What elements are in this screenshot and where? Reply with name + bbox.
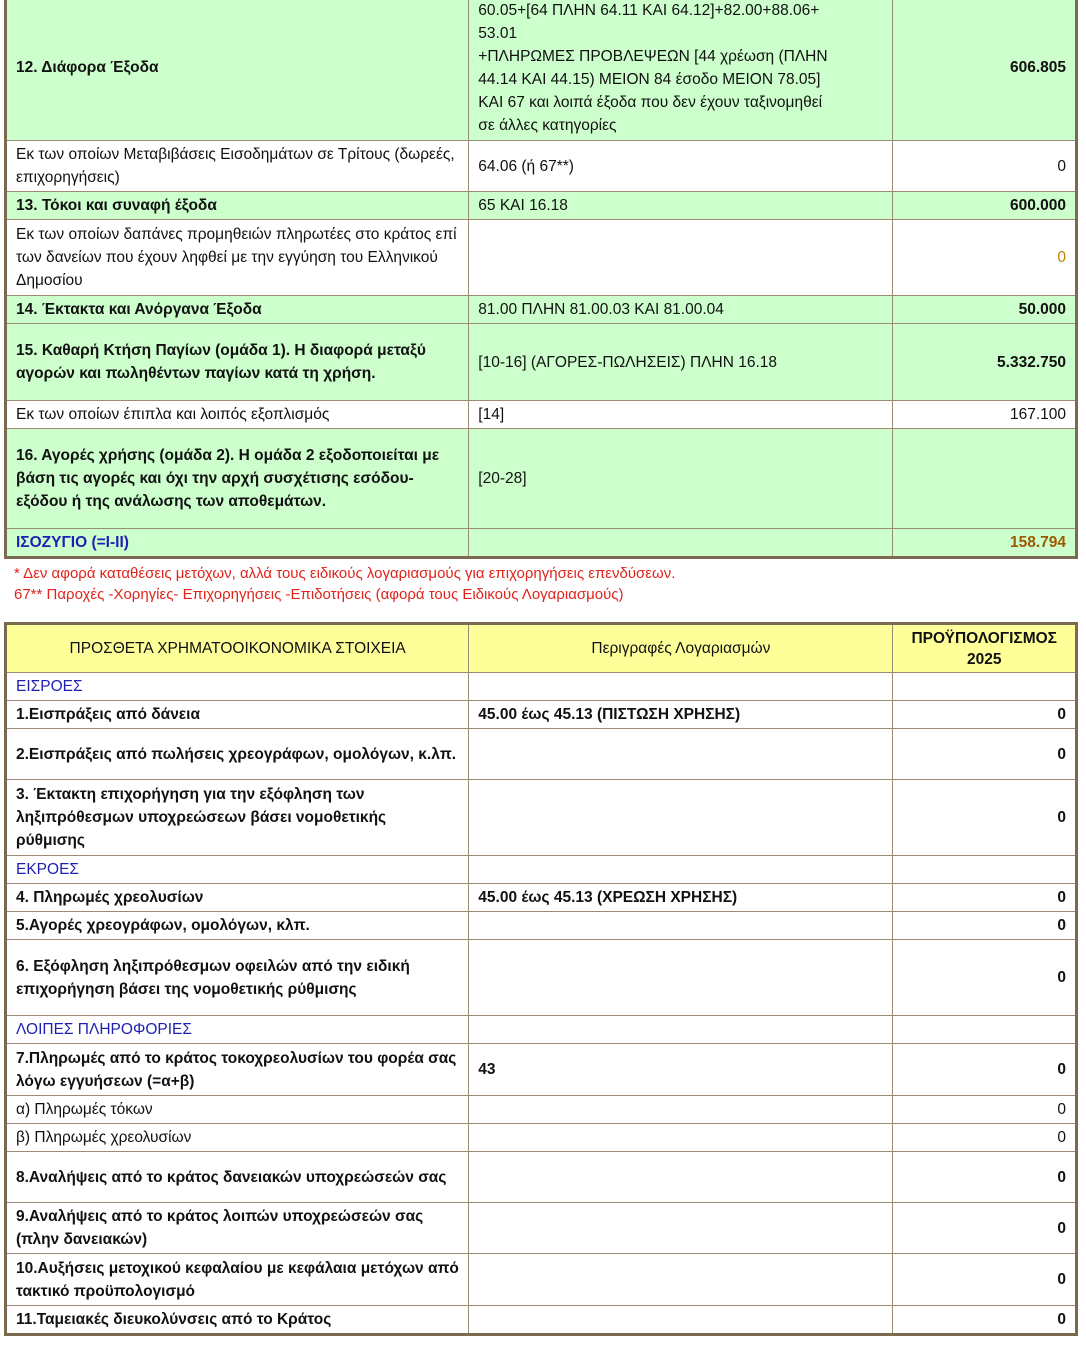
budget-value: 0 (893, 780, 1077, 856)
table-row (6, 729, 1077, 780)
balance-value: 158.794 (893, 529, 1077, 558)
table-row (6, 1152, 1077, 1203)
account-description: 64.06 (ή 67**) (469, 141, 893, 192)
budget-value: 167.100 (893, 401, 1077, 429)
account-description: [10-16] (ΑΓΟΡΕΣ-ΠΩΛΗΣΕΙΣ) ΠΛΗΝ 16.18 (469, 324, 893, 401)
table-row (6, 884, 1077, 912)
header-budget (893, 624, 1077, 673)
budget-value: 600.000 (893, 192, 1077, 220)
budget-value: 0 (893, 1306, 1077, 1335)
account-description (469, 1254, 893, 1306)
budget-value: 0 (893, 884, 1077, 912)
table-row (6, 401, 1077, 429)
table-row (6, 1254, 1077, 1306)
row-label: 4. Πληρωμές χρεολυσίων (6, 884, 469, 912)
budget-value: 0 (893, 912, 1077, 940)
header-budget-year: 2025 (967, 650, 1002, 668)
row-label: Εκ των οποίων Μεταβιβάσεις Εισοδημάτων σε Τρίτους (δωρεές, επιχορηγήσεις) (6, 141, 469, 192)
account-description: [20-28] (469, 429, 893, 529)
budget-value: 0 (893, 1124, 1077, 1152)
footnote-asterisk: * Δεν αφορά καταθέσεις μετόχων, αλλά τους ειδικούς λογαριασμούς για επιχορηγήσεις επενδύσεων. (14, 565, 676, 582)
balance-label: ΙΣΟΖΥΓΙΟ (=I-II) (6, 529, 469, 558)
table-row (6, 192, 1077, 220)
section-label: ΕΙΣΡΟΕΣ (6, 673, 469, 701)
section-row (6, 673, 1077, 701)
account-description (469, 1203, 893, 1254)
row-label: 10.Αυξήσεις μετοχικού κεφαλαίου με κεφάλαια μετόχων από τακτικό προϋπολογισμό (6, 1254, 469, 1306)
row-label: 16. Αγορές χρήσης (ομάδα 2). Η ομάδα 2 εξοδοποιείται με βάση τις αγορές και όχι την αρχή συσχέτισης εσόδου-εξόδου ή της ανάλωσης των αποθεμάτων. (6, 429, 469, 529)
account-description: 45.00 έως 45.13 (ΠΙΣΤΩΣΗ ΧΡΗΣΗΣ) (469, 701, 893, 729)
table-header (6, 624, 1077, 673)
budget-value: 0 (893, 141, 1077, 192)
table-row (6, 1124, 1077, 1152)
row-label: Εκ των οποίων έπιπλα και λοιπός εξοπλισμός (6, 401, 469, 429)
table-row (6, 701, 1077, 729)
table-row (6, 220, 1077, 296)
account-description: 81.00 ΠΛΗΝ 81.00.03 ΚΑΙ 81.00.04 (469, 296, 893, 324)
account-description (469, 1306, 893, 1335)
account-description (469, 940, 893, 1016)
account-description (469, 1124, 893, 1152)
budget-value: 0 (893, 940, 1077, 1016)
account-description: 65 ΚΑΙ 16.18 (469, 192, 893, 220)
budget-value: 0 (893, 1203, 1077, 1254)
section-row (6, 856, 1077, 884)
header-budget-line1: ΠΡΟΫΠΟΛΟΓΙΣΜΟΣ (911, 629, 1057, 647)
budget-value: 0 (893, 1152, 1077, 1203)
row-label: Εκ των οποίων δαπάνες προμηθειών πληρωτέες στο κράτος επί των δανείων που έχουν ληφθεί με την εγγύηση του Ελληνικού Δημοσίου (6, 220, 469, 296)
budget-value: 0 (893, 701, 1077, 729)
row-label: 15. Καθαρή Κτήση Παγίων (ομάδα 1). Η διαφορά μεταξύ αγορών και πωληθέντων παγίων κατά τη χρήση. (6, 324, 469, 401)
budget-value: 606.805 (893, 0, 1077, 141)
account-description (469, 1152, 893, 1203)
budget-value: 0 (893, 220, 1077, 296)
row-label: β) Πληρωμές χρεολυσίων (6, 1124, 469, 1152)
table-row (6, 1044, 1077, 1096)
row-label: 6. Εξόφληση ληξιπρόθεσμων οφειλών από την ειδική επιχορήγηση βάσει της νομοθετικής ρύθμισης (6, 940, 469, 1016)
header-category: ΠΡΟΣΘΕΤΑ ΧΡΗΜΑΤΟΟΙΚΟΝΟΜΙΚΑ ΣΤΟΙΧΕΙΑ (6, 624, 469, 673)
account-description (469, 780, 893, 856)
budget-value (893, 429, 1077, 529)
account-description (469, 729, 893, 780)
table-row (6, 912, 1077, 940)
table-row (6, 1306, 1077, 1335)
budget-value: 5.332.750 (893, 324, 1077, 401)
budget-value: 50.000 (893, 296, 1077, 324)
row-label: 2.Εισπράξεις από πωλήσεις χρεογράφων, ομολόγων, κ.λπ. (6, 729, 469, 780)
table-row (6, 324, 1077, 401)
table-row (6, 780, 1077, 856)
account-description (469, 220, 893, 296)
row-label: 13. Τόκοι και συναφή έξοδα (6, 192, 469, 220)
table-row (6, 1203, 1077, 1254)
row-label: 1.Εισπράξεις από δάνεια (6, 701, 469, 729)
row-label: 12. Διάφορα Έξοδα (6, 0, 469, 141)
table-row (6, 940, 1077, 1016)
header-accounts: Περιγραφές Λογαριασμών (469, 624, 893, 673)
additional-financial-data-table (4, 622, 1078, 1336)
row-label: 9.Αναλήψεις από το κράτος λοιπών υποχρεώσεών σας (πλην δανειακών) (6, 1203, 469, 1254)
account-description (469, 529, 893, 558)
row-label: 8.Αναλήψεις από το κράτος δανειακών υποχρεώσεών σας (6, 1152, 469, 1203)
table-row (6, 141, 1077, 192)
budget-value: 0 (893, 1254, 1077, 1306)
row-label: 11.Ταμειακές διευκολύνσεις από το Κράτος (6, 1306, 469, 1335)
account-description: [14] (469, 401, 893, 429)
balance-row (6, 529, 1077, 558)
account-description: 60.05+[64 ΠΛΗΝ 64.11 ΚΑΙ 64.12]+82.00+88.06+ 53.01 +ΠΛΗΡΩΜΕΣ ΠΡΟΒΛΕΨΕΩΝ [44 χρέωση (ΠΛΗΝ 44.14 ΚΑΙ 44.15) ΜΕΙΟΝ 84 έσοδο ΜΕΙΟΝ 78.05] ΚΑΙ 67 και λοιπά έξοδα που δεν έχουν ταξινομηθεί σε άλλες κατηγορίες (469, 0, 893, 141)
account-description (469, 1096, 893, 1124)
budget-value: 0 (893, 729, 1077, 780)
budget-value: 0 (893, 1044, 1077, 1096)
row-label: 5.Αγορές χρεογράφων, ομολόγων, κλπ. (6, 912, 469, 940)
row-label: α) Πληρωμές τόκων (6, 1096, 469, 1124)
account-description: 43 (469, 1044, 893, 1096)
section-label: ΕΚΡΟΕΣ (6, 856, 469, 884)
table-row (6, 0, 1077, 141)
table-row (6, 296, 1077, 324)
table-row (6, 1096, 1077, 1124)
budget-value: 0 (893, 1096, 1077, 1124)
expenses-table (4, 0, 1078, 559)
row-label: 3. Έκτακτη επιχορήγηση για την εξόφληση των ληξιπρόθεσμων υποχρεώσεων βάσει νομοθετικής ρύθμισης (6, 780, 469, 856)
section-label: ΛΟΙΠΕΣ ΠΛΗΡΟΦΟΡΙΕΣ (6, 1016, 469, 1044)
footnote-67: 67** Παροχές -Χορηγίες- Επιχορηγήσεις -Επιδοτήσεις (αφορά τους Ειδικούς Λογαριασμούς) (14, 586, 624, 603)
row-label: 14. Έκτακτα και Ανόργανα Έξοδα (6, 296, 469, 324)
account-description (469, 912, 893, 940)
section-row (6, 1016, 1077, 1044)
account-description: 45.00 έως 45.13 (ΧΡΕΩΣΗ ΧΡΗΣΗΣ) (469, 884, 893, 912)
table-row (6, 429, 1077, 529)
row-label: 7.Πληρωμές από το κράτος τοκοχρεολυσίων του φορέα σας λόγω εγγυήσεων (=α+β) (6, 1044, 469, 1096)
